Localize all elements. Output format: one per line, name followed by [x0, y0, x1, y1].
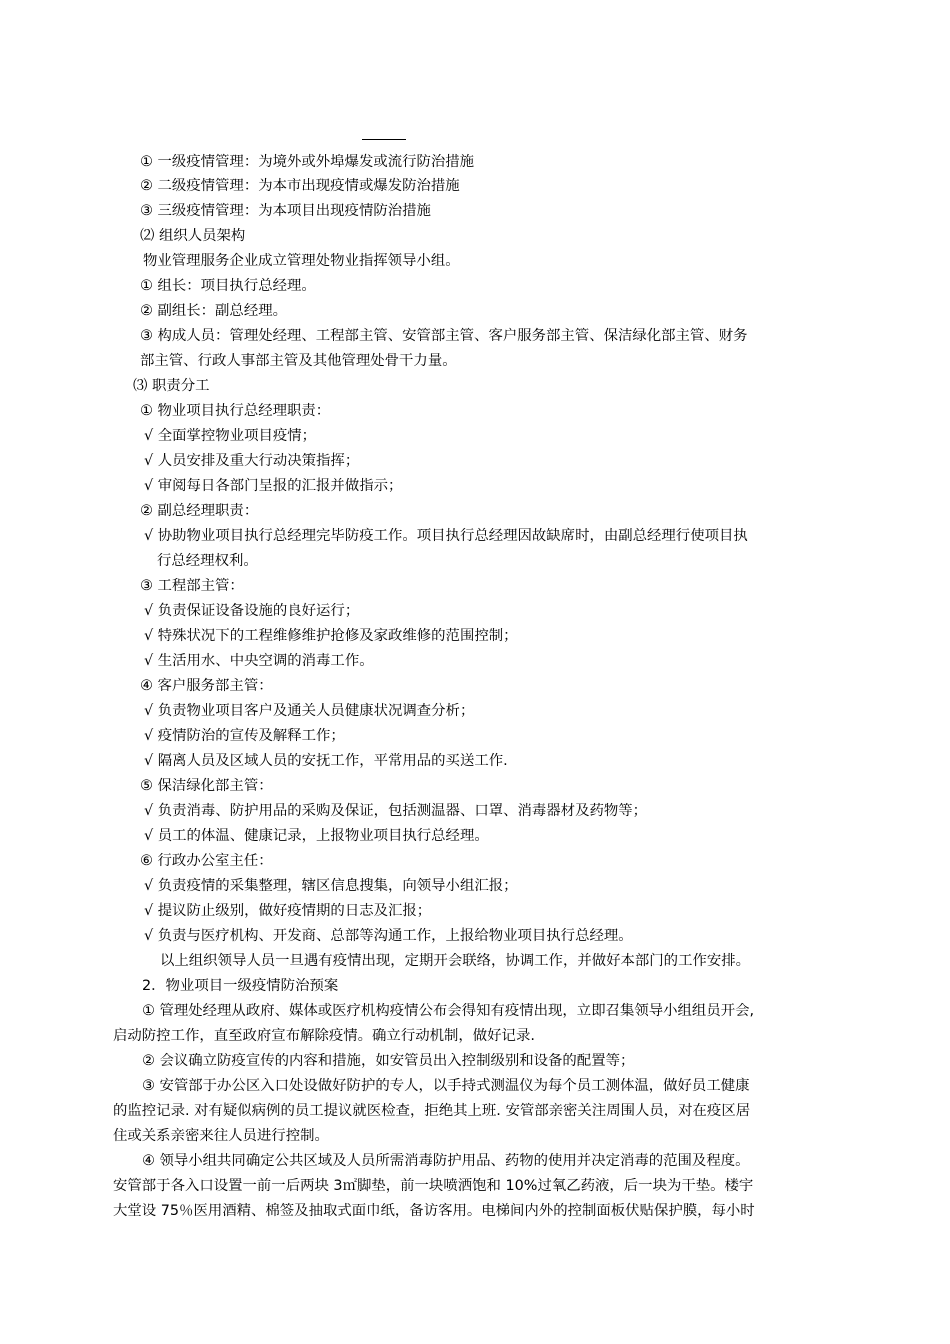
text-line: √ 疫情防治的宣传及解释工作； [144, 728, 345, 744]
text-line: ④ 领导小组共同确定公共区域及人员所需消毒防护用品、药物的使用并决定消毒的范围及程度。 [142, 1153, 750, 1169]
text-line: ⑥ 行政办公室主任： [140, 853, 273, 869]
text-line: √ 员工的体温、健康记录，上报物业项目执行总经理。 [144, 828, 489, 844]
text-line: ③ 安管部于办公区入口处设做好防护的专人，以手持式测温仪为每个员工测体温，做好员工健康 [142, 1078, 750, 1094]
text-line: ① 组长：项目执行总经理。 [140, 278, 316, 294]
text-line: ④ 客户服务部主管： [140, 678, 273, 694]
text-line: ② 会议确立防疫宣传的内容和措施，如安管员出入控制级别和设备的配置等； [142, 1053, 635, 1069]
text-line: 大堂设 75％医用酒精、棉签及抽取式面巾纸，备访客用。电梯间内外的控制面板伏贴保护膜，每小时 [113, 1203, 755, 1219]
text-line: 部主管、行政人事部主管及其他管理处骨干力量。 [140, 353, 457, 369]
text-line: √ 负责与医疗机构、开发商、总部等沟通工作，上报给物业项目执行总经理。 [144, 928, 633, 944]
text-line: √ 负责疫情的采集整理，辖区信息搜集，向领导小组汇报； [144, 878, 518, 894]
text-line: ⑵ 组织人员架构 [140, 228, 246, 244]
text-line: ⑤ 保洁绿化部主管： [140, 778, 273, 794]
text-line: 启动防控工作，直至政府宣布解除疫情。确立行动机制，做好记录. [113, 1028, 535, 1044]
text-line: √ 负责消毒、防护用品的采购及保证，包括测温器、口罩、消毒器材及药物等； [144, 803, 648, 819]
text-line: ① 管理处经理从政府、媒体或医疗机构疫情公布会得知有疫情出现，立即召集领导小组组员开会, [142, 1003, 755, 1019]
text-line: √ 全面掌控物业项目疫情； [144, 428, 317, 444]
top-rule [362, 139, 406, 140]
text-line: ② 副组长：副总经理。 [140, 303, 287, 319]
text-line: ③ 三级疫情管理：为本项目出现疫情防治措施 [140, 203, 431, 219]
text-line: √ 人员安排及重大行动决策指挥； [144, 453, 360, 469]
text-line: √ 生活用水、中央空调的消毒工作。 [144, 653, 374, 669]
text-line: ⑶ 职责分工 [133, 378, 210, 394]
text-line: ② 二级疫情管理：为本市出现疫情或爆发防治措施 [140, 178, 460, 194]
text-line: 行总经理权利。 [157, 553, 258, 569]
text-line: √ 负责物业项目客户及通关人员健康状况调查分析； [144, 703, 475, 719]
text-line: √ 隔离人员及区域人员的安抚工作，平常用品的买送工作. [144, 753, 508, 769]
text-line: √ 协助物业项目执行总经理完毕防疫工作。项目执行总经理因故缺席时，由副总经理行使项目执 [144, 528, 748, 544]
text-line: ② 副总经理职责： [140, 503, 259, 519]
text-line: 以上组织领导人员一旦遇有疫情出现，定期开会联络，协调工作，并做好本部门的工作安排。 [160, 953, 751, 969]
text-line: ③ 工程部主管： [140, 578, 244, 594]
text-line: 住或关系亲密来往人员进行控制。 [113, 1128, 329, 1144]
text-line: √ 特殊状况下的工程维修维护抢修及家政维修的范围控制； [144, 628, 518, 644]
text-line: 2．物业项目一级疫情防治预案 [142, 978, 339, 994]
text-line: √ 负责保证设备设施的良好运行； [144, 603, 360, 619]
text-line: ③ 构成人员：管理处经理、工程部主管、安管部主管、客户服务部主管、保洁绿化部主管、财务 [140, 328, 748, 344]
text-line: 安管部于各入口设置一前一后两块 3㎡脚垫，前一块喷洒饱和 10%过氧乙药液，后一块为干垫。楼宇 [113, 1178, 754, 1194]
text-line: ① 物业项目执行总经理职责： [140, 403, 331, 419]
text-line: ① 一级疫情管理：为境外或外埠爆发或流行防治措施 [140, 154, 475, 170]
text-line: 物业管理服务企业成立管理处物业指挥领导小组。 [143, 253, 460, 269]
text-line: 的监控记录. 对有疑似病例的员工提议就医检查，拒绝其上班. 安管部亲密关注周围人员，对在疫区居 [113, 1103, 751, 1119]
text-line: √ 审阅每日各部门呈报的汇报并做指示； [144, 478, 403, 494]
text-line: √ 提议防止级别，做好疫情期的日志及汇报； [144, 903, 432, 919]
